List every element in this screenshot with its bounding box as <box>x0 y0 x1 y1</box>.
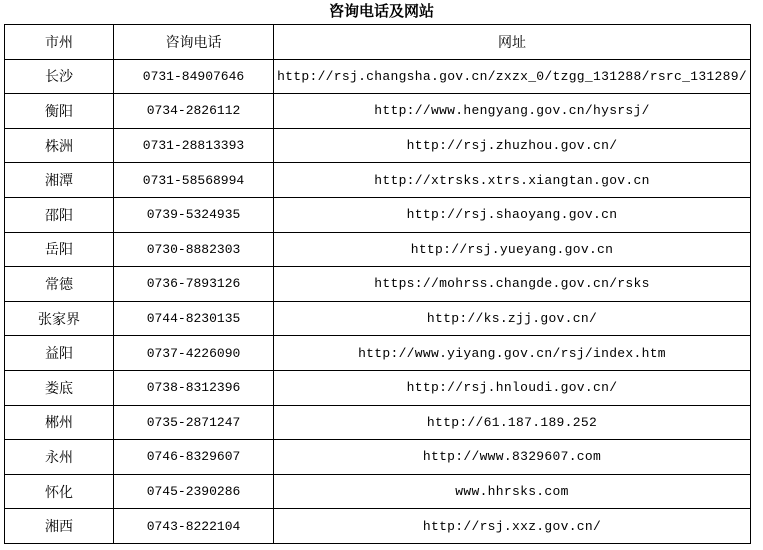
table-row <box>5 59 751 94</box>
phone-cell: 0745-2390286 <box>114 474 274 509</box>
document-title: 咨询电话及网站 <box>328 2 434 20</box>
table-row <box>5 267 751 302</box>
url-cell[interactable]: http://rsj.shaoyang.gov.cn <box>274 197 751 232</box>
city-cell: 益阳 <box>5 336 114 371</box>
phone-cell: 0743-8222104 <box>114 509 274 544</box>
header-phone: 咨询电话 <box>114 25 274 60</box>
url-cell[interactable]: https://mohrss.changde.gov.cn/rsks <box>274 267 751 302</box>
city-cell: 郴州 <box>5 405 114 440</box>
phone-cell: 0731-84907646 <box>114 59 274 94</box>
url-cell[interactable]: http://rsj.hnloudi.gov.cn/ <box>274 370 751 405</box>
phone-cell: 0738-8312396 <box>114 370 274 405</box>
city-cell: 张家界 <box>5 301 114 336</box>
table-row <box>5 474 751 509</box>
city-cell: 娄底 <box>5 370 114 405</box>
table-row <box>5 94 751 129</box>
phone-cell: 0731-58568994 <box>114 163 274 198</box>
table-row <box>5 232 751 267</box>
phone-cell: 0739-5324935 <box>114 197 274 232</box>
table-row <box>5 163 751 198</box>
table-body <box>5 59 751 543</box>
url-cell[interactable]: http://rsj.yueyang.gov.cn <box>274 232 751 267</box>
table-row <box>5 197 751 232</box>
city-cell: 湘西 <box>5 509 114 544</box>
phone-cell: 0730-8882303 <box>114 232 274 267</box>
table-row <box>5 301 751 336</box>
phone-cell: 0734-2826112 <box>114 94 274 129</box>
phone-cell: 0737-4226090 <box>114 336 274 371</box>
table-row <box>5 440 751 475</box>
city-cell: 长沙 <box>5 59 114 94</box>
phone-cell: 0736-7893126 <box>114 267 274 302</box>
city-cell: 永州 <box>5 440 114 475</box>
url-cell[interactable]: http://rsj.xxz.gov.cn/ <box>274 509 751 544</box>
url-cell[interactable]: http://61.187.189.252 <box>274 405 751 440</box>
city-cell: 常德 <box>5 267 114 302</box>
table-row <box>5 405 751 440</box>
url-cell[interactable]: http://www.yiyang.gov.cn/rsj/index.htm <box>274 336 751 371</box>
contact-table <box>4 24 751 544</box>
url-cell[interactable]: http://rsj.zhuzhou.gov.cn/ <box>274 128 751 163</box>
url-cell[interactable]: http://xtrsks.xtrs.xiangtan.gov.cn <box>274 163 751 198</box>
city-cell: 岳阳 <box>5 232 114 267</box>
city-cell: 怀化 <box>5 474 114 509</box>
url-cell[interactable]: http://www.hengyang.gov.cn/hysrsj/ <box>274 94 751 129</box>
city-cell: 邵阳 <box>5 197 114 232</box>
city-cell: 湘潭 <box>5 163 114 198</box>
table-row <box>5 509 751 544</box>
city-cell: 衡阳 <box>5 94 114 129</box>
url-cell[interactable]: http://rsj.changsha.gov.cn/zxzx_0/tzgg_131288/rsrc_131289/ <box>274 59 751 94</box>
header-city: 市州 <box>5 25 114 60</box>
table-row <box>5 336 751 371</box>
header-url: 网址 <box>274 25 751 60</box>
phone-cell: 0735-2871247 <box>114 405 274 440</box>
url-cell[interactable]: http://ks.zjj.gov.cn/ <box>274 301 751 336</box>
table-row <box>5 128 751 163</box>
table-header-row <box>5 25 751 60</box>
table-row <box>5 370 751 405</box>
url-cell[interactable]: www.hhrsks.com <box>274 474 751 509</box>
phone-cell: 0744-8230135 <box>114 301 274 336</box>
phone-cell: 0731-28813393 <box>114 128 274 163</box>
phone-cell: 0746-8329607 <box>114 440 274 475</box>
url-cell[interactable]: http://www.8329607.com <box>274 440 751 475</box>
city-cell: 株洲 <box>5 128 114 163</box>
